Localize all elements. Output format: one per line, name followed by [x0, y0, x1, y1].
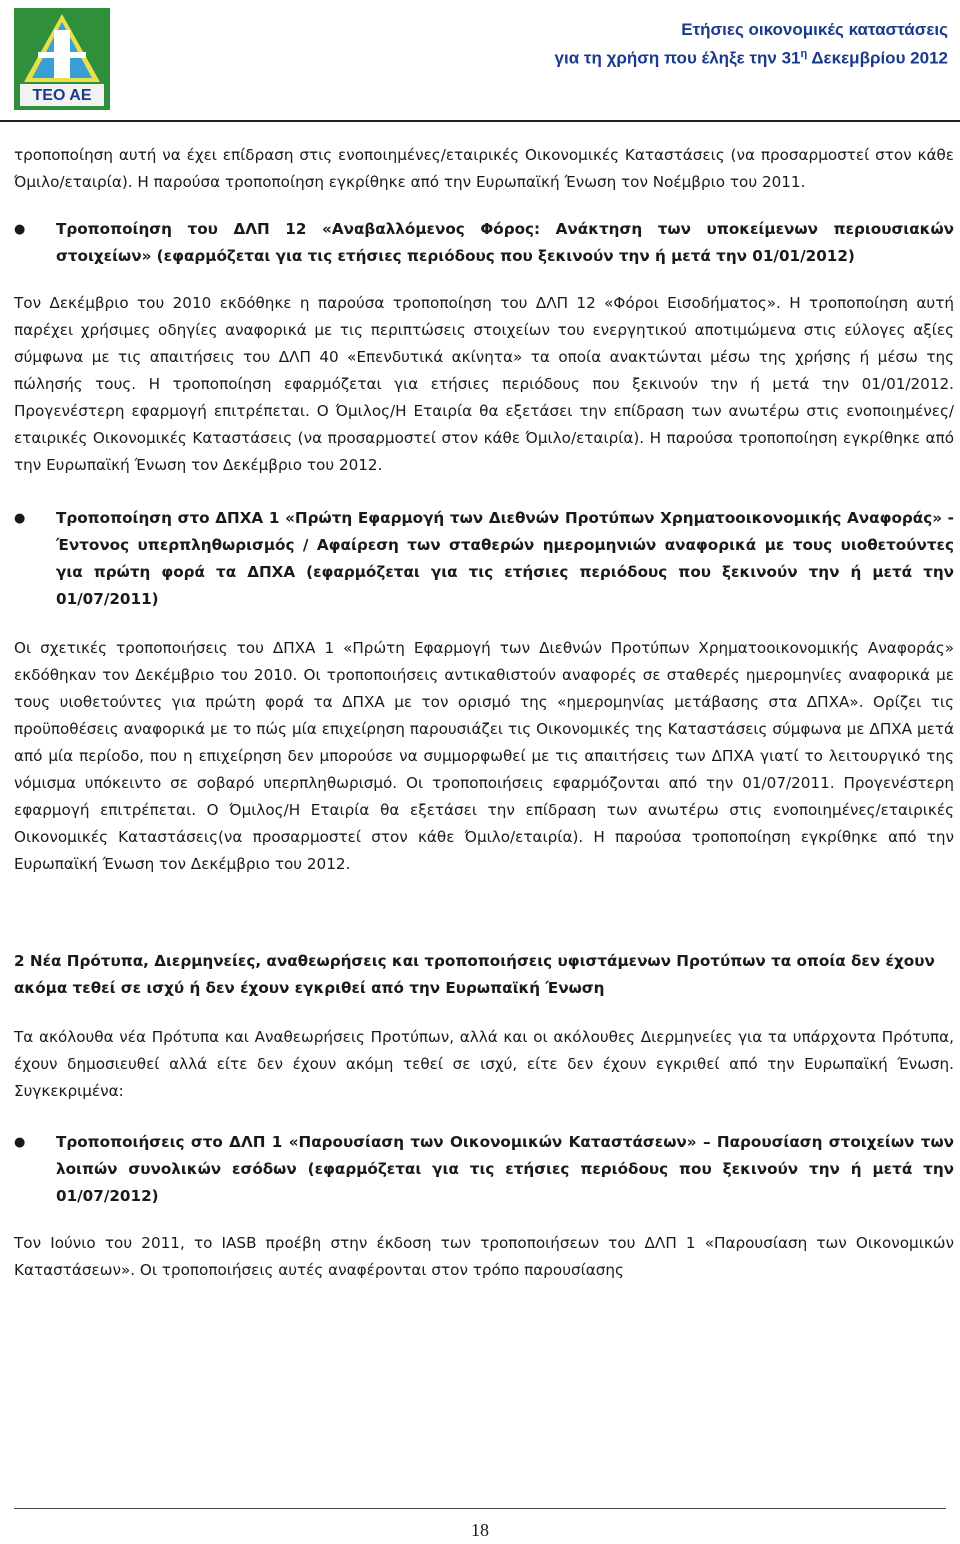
paragraph: τροποποίηση αυτή να έχει επίδραση στις ενοποιημένες/εταιρικές Οικονομικές Καταστάσεις (να προσαρμοστεί στον κάθε Όμιλο/εταιρία). Η παρούσα τροποποίηση εγκρίθηκε από την Ευρωπαϊκή Ένωση τον Νοέμβριο του 2011. — [14, 146, 954, 191]
header-title-line2: για τη χρήση που έληξε την $31^\eta$ Δεκεμβρίου 2012 — [554, 48, 948, 68]
bullet-item — [14, 1129, 954, 1210]
page-number: 18 — [471, 1520, 489, 1540]
bullet-text: Τροποποιήσεις στο ΔΛΠ 1 «Παρουσίαση των Οικονομικών Καταστάσεων» – Παρουσίαση στοιχείων των λοιπών συνολικών εσόδων (εφαρμόζεται για τις ετήσιες περιόδους που ξεκινούν την ή μετά την 01/07/2012) — [56, 1133, 954, 1205]
paragraph: Τον Δεκέμβριο του 2010 εκδόθηκε η παρούσα τροποποίηση του ΔΛΠ 12 «Φόροι Εισοδήματος». Η τροποποίηση αυτή παρέχει χρήσιμες οδηγίες αναφορικά με τις περιπτώσεις στοιχείων του ενεργητικού αποτιμώμενα στις εύλογες αξίες σύμφωνα με τις απαιτήσεις του ΔΛΠ 40 «Επενδυτικά ακίνητα» τα οποία ανακτώνται μέσω της χρήσης ή μέσω της πώλησής τους. Η τροποποίηση εφαρμόζεται για ετήσιες περιόδους που ξεκινούν την ή μετά την 01/01/2012. Προγενέστερη εφαρμογή επιτρέπεται. Ο Όμιλος/Η Εταιρία θα εξετάσει την επίδραση των ανωτέρω στις ενοποιημένες/εταιρικές Οικονομικές Καταστάσεις (να προσαρμοστεί στον κάθε Όμιλο/εταιρία). Η παρούσα τροποποίηση εγκρίθηκε από την Ευρωπαϊκή Ένωση τον Δεκέμβριο του 2012. — [14, 294, 954, 474]
company-logo — [14, 8, 110, 110]
document-body — [14, 142, 954, 1284]
page-header — [0, 0, 960, 118]
bullet-dot: ● — [14, 511, 26, 526]
bullet-dot: ● — [14, 1135, 26, 1150]
header-divider — [0, 120, 960, 122]
bullet-dot: ● — [14, 222, 26, 237]
paragraph: Τον Ιούνιο του 2011, το IASB προέβη στην έκδοση των τροποποιήσεων του ΔΛΠ 1 «Παρουσίαση των Οικονομικών Καταστάσεων». Οι τροποποιήσεις αυτές αναφέρονται στον τρόπο παρουσίασης — [14, 1234, 954, 1279]
bullet-item — [14, 216, 954, 270]
footer-divider — [14, 1508, 946, 1509]
bullet-item — [14, 505, 954, 613]
paragraph: Οι σχετικές τροποποιήσεις του ΔΠΧΑ 1 «Πρώτη Εφαρμογή των Διεθνών Προτύπων Χρηματοοικονομικής Αναφοράς» εκδόθηκαν τον Δεκέμβριο του 2010. Οι τροποποιήσεις αντικαθιστούν αναφορές σε σταθερές ημερομηνίες αναφορικά με τους υιοθετούντες για πρώτη φορά τα ΔΠΧΑ με τον ορισμό της «ημερομηνίας μετάβασης στα ΔΠΧΑ». Ορίζει τις προϋποθέσεις αναφορικά με το πώς μία επιχείρηση παρουσιάζει τις Οικονομικές της Καταστάσεις σύμφωνα με ΔΠΧΑ μετά από μία περίοδο, που η επιχείρηση δεν μπορούσε να συμμορφωθεί με τις απαιτήσεις των ΔΠΧΑ γιατί το λειτουργικό της νόμισμα υπόκειντο σε σοβαρό υπερπληθωρισμό. Οι τροποποιήσεις εφαρμόζονται από την 01/07/2011. Προγενέστερη εφαρμογή επιτρέπεται. Ο Όμιλος/Η Εταιρία θα εξετάσει την επίδραση των ανωτέρω στις ενοποιημένες/εταιρικές Οικονομικές Καταστάσεις(να προσαρμοστεί στον κάθε Όμιλο/εταιρία). Η παρούσα τροποποίηση εγκρίθηκε από την Ευρωπαϊκή Ένωση τον Δεκέμβριο του 2012. — [14, 639, 954, 873]
section-heading: 2 Νέα Πρότυπα, Διερμηνείες, αναθεωρήσεις και τροποποιήσεις υφιστάμενων Προτύπων τα οποία δεν έχουν ακόμα τεθεί σε ισχύ ή δεν έχουν εγκριθεί από την Ευρωπαϊκή Ένωση — [14, 952, 935, 997]
paragraph: Τα ακόλουθα νέα Πρότυπα και Αναθεωρήσεις Προτύπων, αλλά και οι ακόλουθες Διερμηνείες για τα υπάρχοντα Πρότυπα, έχουν δημοσιευθεί αλλά είτε δεν έχουν ακόμη τεθεί σε ισχύ, είτε δεν έχουν εγκριθεί από την Ευρωπαϊκή Ένωση. Συγκεκριμένα: — [14, 1028, 954, 1100]
bullet-text: Τροποποίηση του ΔΛΠ 12 «Αναβαλλόμενος Φόρος: Ανάκτηση των υποκείμενων περιουσιακών στοιχείων» (εφαρμόζεται για τις ετήσιες περιόδους που ξεκινούν την ή μετά την 01/01/2012) — [56, 220, 954, 265]
bullet-text: Τροποποίηση στο ΔΠΧΑ 1 «Πρώτη Εφαρμογή των Διεθνών Προτύπων Χρηματοοικονομικής Αναφοράς» - Έντονος υπερπληθωρισμός / Αφαίρεση των σταθερών ημερομηνιών αναφορικά με τους υιοθετούντες για πρώτη φορά τα ΔΠΧΑ (εφαρμόζεται για τις ετήσιες περιόδους που ξεκινούν την ή μετά την 01/07/2011) — [56, 509, 954, 608]
logo-text: TEO AE — [32, 87, 92, 104]
header-title — [555, 18, 948, 71]
header-title-line1: Ετήσιες οικονομικές καταστάσεις — [681, 20, 948, 39]
